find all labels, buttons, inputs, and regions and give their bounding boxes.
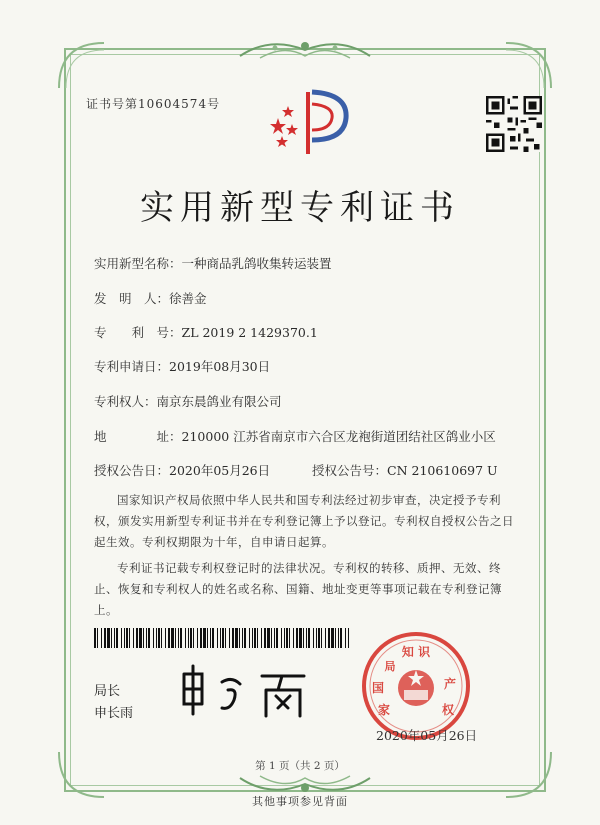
field-utility-model-name <box>94 254 332 272</box>
qr-code <box>486 96 542 152</box>
barcode-bar <box>338 628 339 648</box>
footer-note: 其他事项参见背面 <box>252 795 348 808</box>
barcode-bar <box>94 628 96 648</box>
barcode-bar <box>116 628 118 648</box>
barcode-bar <box>171 628 174 648</box>
barcode-bar <box>271 628 272 648</box>
barcode-bar <box>276 628 278 648</box>
barcode-bar <box>313 628 314 648</box>
barcode-bar <box>193 628 194 648</box>
barcode-bar <box>156 628 157 648</box>
svg-text:国: 国 <box>371 681 385 695</box>
barcode-bar <box>328 628 330 648</box>
barcode-bar <box>220 628 221 648</box>
corner-ornament-top-left <box>54 38 114 98</box>
barcode-bar <box>200 628 202 648</box>
field-value: 徐善金 <box>169 291 207 306</box>
barcode-bar <box>107 628 110 648</box>
field-value: 2020年05月26日 <box>169 463 271 478</box>
barcode-bar <box>126 628 128 648</box>
field-value: 南京东晨鸽业有限公司 <box>156 394 282 409</box>
barcode-bar <box>229 628 230 648</box>
barcode-bar <box>121 628 122 648</box>
svg-text:知 识: 知 识 <box>401 645 431 659</box>
field-patentee <box>94 392 282 410</box>
barcode-bar <box>267 628 270 648</box>
barcode-bar <box>161 628 162 648</box>
field-label: 授权公告日： <box>94 463 170 478</box>
barcode-bar <box>293 628 294 648</box>
barcode-bar <box>232 628 234 648</box>
field-label: 专 利 号： <box>94 325 182 340</box>
barcode-bar <box>281 628 282 648</box>
barcode-bar <box>331 628 334 648</box>
field-value: CN 210610697 U <box>387 463 498 478</box>
field-patent-number <box>94 323 318 341</box>
certificate-number: 证书号第10604574号 <box>86 97 221 111</box>
barcode-bar <box>222 628 224 648</box>
barcode-bar <box>185 628 186 648</box>
field-label: 发 明 人： <box>94 291 170 306</box>
svg-text:权: 权 <box>441 703 455 717</box>
field-value: 2019年08月30日 <box>169 359 271 374</box>
grant-statement-paragraph: 国家知识产权局依照中华人民共和国专利法经过初步审查，决定授予专利权，颁发实用新型专利证书并在专利登记簿上予以登记。专利权自授权公告之日起生效。专利权期限为十年，自申请日起算。 <box>94 493 514 549</box>
barcode-bar <box>203 628 206 648</box>
barcode-bar <box>254 628 256 648</box>
field-application-date <box>94 357 270 375</box>
barcode-bar <box>303 628 304 648</box>
barcode-bar <box>168 628 170 648</box>
field-label: 专利申请日： <box>94 359 170 374</box>
director-name: 申长雨 <box>94 706 134 721</box>
field-address <box>94 427 496 445</box>
barcode-bar <box>335 628 336 648</box>
barcode-bar <box>264 628 266 648</box>
barcode-bar <box>340 628 342 648</box>
legal-status-paragraph: 专利证书记载专利权登记时的法律状况。专利权的转移、质押、无效、终止、恢复和专利权人的姓名或名称、国籍、地址变更等事项记载在专利登记簿上。 <box>94 561 502 617</box>
barcode-bar <box>188 628 189 648</box>
barcode-bar <box>316 628 317 648</box>
barcode-bar <box>143 628 144 648</box>
barcode-bar <box>306 628 307 648</box>
barcode-bar <box>244 628 246 648</box>
barcode-bar <box>139 628 142 648</box>
barcode-bar <box>286 628 288 648</box>
barcode-bar <box>325 628 326 648</box>
barcode-bar <box>348 628 349 648</box>
field-label: 地 址： <box>94 429 182 444</box>
barcode-bar <box>299 628 302 648</box>
corner-ornament-top-right <box>496 38 556 98</box>
field-value: ZL 2019 2 1429370.1 <box>181 325 318 340</box>
barcode-bar <box>284 628 285 648</box>
barcode-bar <box>242 628 243 648</box>
barcode-bar <box>158 628 160 648</box>
barcode-bar <box>190 628 192 648</box>
field-value: 一种商品乳鸽收集转运装置 <box>181 256 332 271</box>
barcode-bar <box>129 628 130 648</box>
cnipa-logo <box>268 84 358 160</box>
barcode-bar <box>217 628 218 648</box>
barcode-bar <box>114 628 115 648</box>
barcode-bar <box>153 628 154 648</box>
barcode-bar <box>318 628 320 648</box>
barcode-bar <box>104 628 106 648</box>
barcode-bar <box>101 628 102 648</box>
barcode-bar <box>124 628 125 648</box>
page-number: 第 1 页（共 2 页） <box>255 760 345 772</box>
barcode-bar <box>289 628 290 648</box>
handwritten-signature <box>176 660 316 720</box>
barcode-bar <box>178 628 179 648</box>
barcode-bar <box>180 628 182 648</box>
barcode-bar <box>257 628 258 648</box>
field-grant-announcement-number <box>312 461 498 479</box>
barcode-bar <box>207 628 208 648</box>
svg-text:家: 家 <box>377 703 391 717</box>
barcode-bar <box>252 628 253 648</box>
barcode-bar <box>133 628 134 648</box>
barcode-bar <box>274 628 275 648</box>
barcode-bar <box>296 628 298 648</box>
svg-text:局: 局 <box>384 660 396 673</box>
barcode-bar <box>175 628 176 648</box>
director-title: 局长 <box>94 684 121 699</box>
field-inventor <box>94 289 207 307</box>
field-label: 授权公告号： <box>312 463 388 478</box>
seal-date: 2020年05月26日 <box>376 728 478 743</box>
barcode-bar <box>235 628 238 648</box>
top-floral-ornament <box>230 36 380 64</box>
barcode-bar <box>165 628 166 648</box>
barcode-bar <box>97 628 98 648</box>
field-value: 210000 江苏省南京市六合区龙袍街道团结社区鸽业小区 <box>181 429 496 444</box>
field-grant-announcement-date <box>94 461 270 479</box>
barcode-bar <box>146 628 147 648</box>
barcode-bar <box>225 628 226 648</box>
barcode-bar <box>345 628 346 648</box>
barcode-bar <box>111 628 112 648</box>
svg-text:产: 产 <box>443 677 457 691</box>
barcode-bar <box>261 628 262 648</box>
barcode <box>94 628 349 648</box>
barcode-bar <box>197 628 198 648</box>
certificate-title: 实用新型专利证书 <box>140 188 460 228</box>
barcode-bar <box>321 628 322 648</box>
barcode-bar <box>239 628 240 648</box>
barcode-bar <box>249 628 250 648</box>
field-label: 专利权人： <box>94 394 157 409</box>
barcode-bar <box>136 628 138 648</box>
field-label: 实用新型名称： <box>94 256 182 271</box>
barcode-bar <box>148 628 150 648</box>
barcode-bar <box>308 628 310 648</box>
barcode-bar <box>210 628 211 648</box>
barcode-bar <box>212 628 214 648</box>
